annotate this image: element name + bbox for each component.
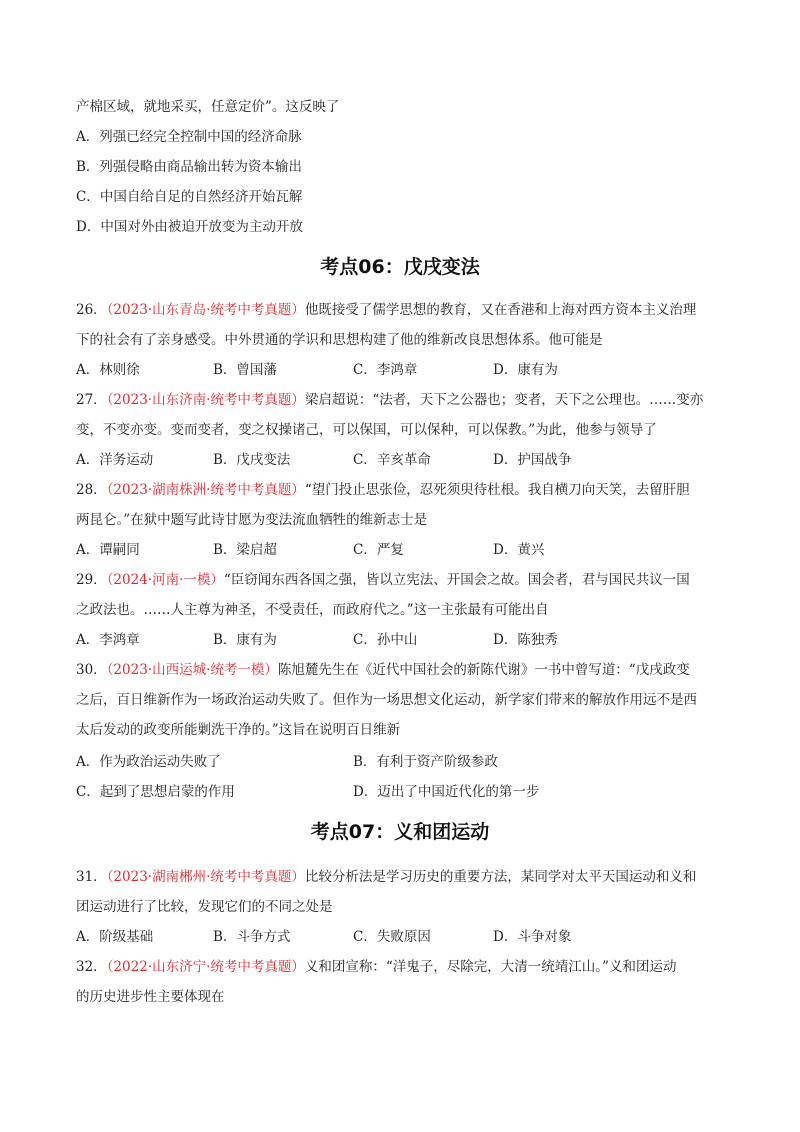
question-number: 28． bbox=[76, 482, 107, 498]
question-27-line2: 变，不变亦变。变而变者，变之权操诸己，可以保国，可以保种，可以保教。”为此，他参与领导了 bbox=[76, 422, 657, 438]
question-number: 26． bbox=[76, 302, 107, 318]
question-32-line2: 的历史进步性主要体现在 bbox=[76, 989, 225, 1005]
question-29-line2: 之政法也。……人主尊为神圣，不受责任，而政府代之。”这一主张最有可能出自 bbox=[76, 602, 549, 618]
question-text: 梁启超说：“法者，天下之公器也；变者，天下之公理也。……变亦 bbox=[304, 392, 704, 408]
question-number: 27． bbox=[76, 392, 107, 408]
question-30-line2: 之后，百日维新作为一场政治运动失败了。但作为一场思想文化运动，新学家们带来的解放作用远不是西 bbox=[76, 692, 697, 708]
option-c: C．中国自给自足的自然经济开始瓦解 bbox=[76, 189, 303, 205]
question-text: “望门投止思张俭，忍死须臾待杜根。我自横刀向天笑，去留肝胆 bbox=[304, 482, 690, 498]
question-30-line1 bbox=[76, 660, 690, 680]
question-text: 陈旭麓先生在《近代中国社会的新陈代谢》一书中曾写道：“戊戌政变 bbox=[277, 662, 690, 678]
option-c: C．严复 bbox=[353, 542, 404, 558]
question-source: （2022·山东济宁·统考中考真题） bbox=[106, 959, 305, 975]
question-26-line2: 下的社会有了亲身感受。中外贯通的学识和思想构建了他的维新改良思想体系。他可能是 bbox=[76, 332, 603, 348]
option-a: A．李鸿章 bbox=[76, 632, 140, 648]
question-31-line2: 团运动进行了比较，发现它们的不同之处是 bbox=[76, 899, 333, 915]
option-a: A．林则徐 bbox=[76, 362, 140, 378]
question-28-line2: 两昆仑。”在狱中题写此诗甘愿为变法流血牺牲的维新志士是 bbox=[76, 512, 428, 528]
option-a: A．阶级基础 bbox=[76, 929, 154, 945]
question-27-line1 bbox=[76, 390, 703, 410]
option-d: D．陈独秀 bbox=[493, 632, 558, 648]
option-a: A．谭嗣同 bbox=[76, 542, 140, 558]
option-c: C．失败原因 bbox=[353, 929, 431, 945]
option-d: D．中国对外由被迫开放变为主动开放 bbox=[76, 219, 303, 235]
question-source: （2024·河南·一模） bbox=[106, 572, 224, 588]
question-source: （2023·山东济南·统考中考真题） bbox=[106, 392, 305, 408]
question-text: 义和团宣称：“洋鬼子，尽除完，大清一统靖江山。”义和团运动 bbox=[304, 959, 677, 975]
question-source: （2023·湖南郴州·统考中考真题） bbox=[106, 869, 305, 885]
question-number: 29． bbox=[76, 572, 107, 588]
option-b: B．曾国藩 bbox=[213, 362, 277, 378]
question-source: （2023·山西运城·统考一模） bbox=[106, 662, 278, 678]
question-25-stem-tail: 产棉区域，就地采买，任意定价”。这反映了 bbox=[76, 99, 340, 115]
question-29-line1 bbox=[76, 570, 690, 590]
question-number: 31． bbox=[76, 869, 107, 885]
option-d: D．迈出了中国近代化的第一步 bbox=[353, 784, 540, 800]
question-30-line3: 太后发动的政变所能剿洗干净的。”这旨在说明百日维新 bbox=[76, 722, 401, 738]
option-b: B．康有为 bbox=[213, 632, 277, 648]
question-number: 32． bbox=[76, 959, 107, 975]
option-d: D．康有为 bbox=[493, 362, 558, 378]
question-26-line1 bbox=[76, 300, 696, 320]
option-b: B．有利于资产阶级参政 bbox=[353, 754, 498, 770]
option-b: B．戊戌变法 bbox=[213, 452, 291, 468]
option-a: A．列强已经完全控制中国的经济命脉 bbox=[76, 129, 302, 145]
option-c: C．辛亥革命 bbox=[353, 452, 431, 468]
question-text: 他既接受了儒学思想的教育，又在香港和上海对西方资本主义治理 bbox=[304, 302, 697, 318]
option-c: C．孙中山 bbox=[353, 632, 418, 648]
question-source: （2023·湖南株洲·统考中考真题） bbox=[106, 482, 305, 498]
question-28-line1 bbox=[76, 480, 690, 500]
option-d: D．黄兴 bbox=[493, 542, 545, 558]
option-b: B．列强侵略由商品输出转为资本输出 bbox=[76, 159, 302, 175]
question-text: 比较分析法是学习历史的重要方法，某同学对太平天国运动和义和 bbox=[304, 869, 697, 885]
option-c: C．李鸿章 bbox=[353, 362, 418, 378]
question-source: （2023·山东青岛·统考中考真题） bbox=[106, 302, 305, 318]
option-b: B．梁启超 bbox=[213, 542, 277, 558]
question-31-line1 bbox=[76, 867, 696, 887]
option-b: B．斗争方式 bbox=[213, 929, 291, 945]
section-title: 考点06：戊戌变法 bbox=[320, 256, 480, 278]
option-a: A．作为政治运动失败了 bbox=[76, 754, 221, 770]
question-text: “臣窃闻东西各国之强，皆以立宪法、开国会之故。国会者，君与国民共议一国 bbox=[223, 572, 690, 588]
section-title: 考点07：义和团运动 bbox=[310, 821, 490, 843]
option-a: A．洋务运动 bbox=[76, 452, 154, 468]
option-d: D．斗争对象 bbox=[493, 929, 572, 945]
question-32-line1 bbox=[76, 957, 676, 977]
option-c: C．起到了思想启蒙的作用 bbox=[76, 784, 235, 800]
option-d: D．护国战争 bbox=[493, 452, 572, 468]
question-number: 30． bbox=[76, 662, 107, 678]
